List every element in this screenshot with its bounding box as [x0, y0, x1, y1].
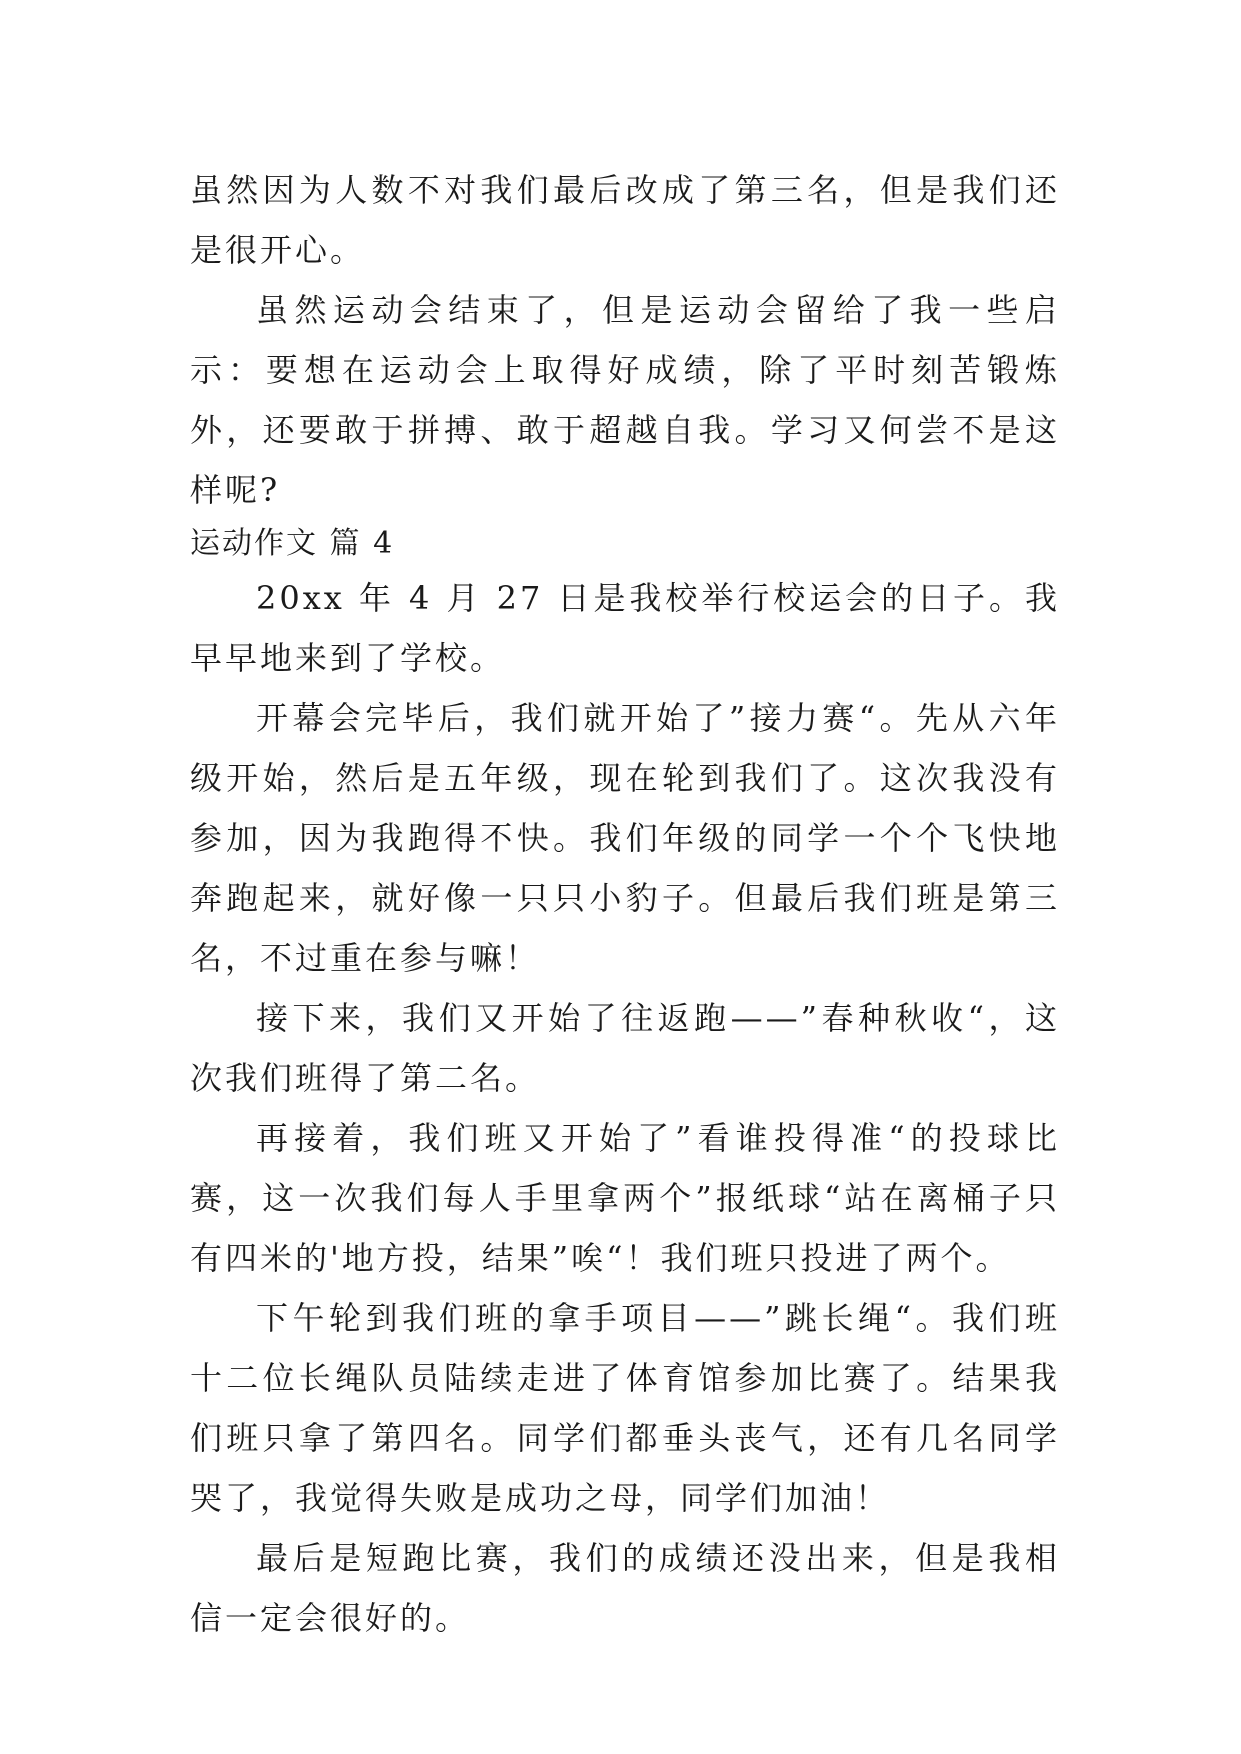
paragraph-text: 再接着，我们班又开始了”看谁投得准“的投球比赛，这一次我们每人手里拿两个”报纸球“站在离桶子只有四米的'地方投，结果”唉“！我们班只投进了两个。	[190, 1119, 1060, 1277]
paragraph-text: 最后是短跑比赛，我们的成绩还没出来，但是我相信一定会很好的。	[190, 1539, 1060, 1637]
paragraph-text: 20xx 年 4 月 27 日是我校举行校运会的日子。我早早地来到了学校。	[190, 579, 1060, 677]
paragraph-text: 下午轮到我们班的拿手项目——”跳长绳“。我们班十二位长绳队员陆续走进了体育馆参加比赛了。结果我们班只拿了第四名。同学们都垂头丧气，还有几名同学哭了，我觉得失败是成功之母，同学们加油！	[190, 1299, 1060, 1517]
paragraph-text: 开幕会完毕后，我们就开始了”接力赛“。先从六年级开始，然后是五年级，现在轮到我们了。这次我没有参加，因为我跑得不快。我们年级的同学一个个飞快地奔跑起来，就好像一只只小豹子。但最后我们班是第三名，不过重在参与嘛！	[190, 699, 1060, 977]
paragraph-text: 虽然运动会结束了，但是运动会留给了我一些启示：要想在运动会上取得好成绩，除了平时刻苦锻炼外，还要敢于拼搏、敢于超越自我。学习又何尝不是这样呢?	[190, 291, 1060, 509]
paragraph-text: 接下来，我们又开始了往返跑——”春种秋收“，这次我们班得了第二名。	[190, 999, 1060, 1097]
paragraph-text: 虽然因为人数不对我们最后改成了第三名，但是我们还是很开心。	[190, 171, 1060, 269]
document-body	[190, 160, 1060, 1648]
section-heading: 运动作文 篇 4	[190, 526, 395, 561]
